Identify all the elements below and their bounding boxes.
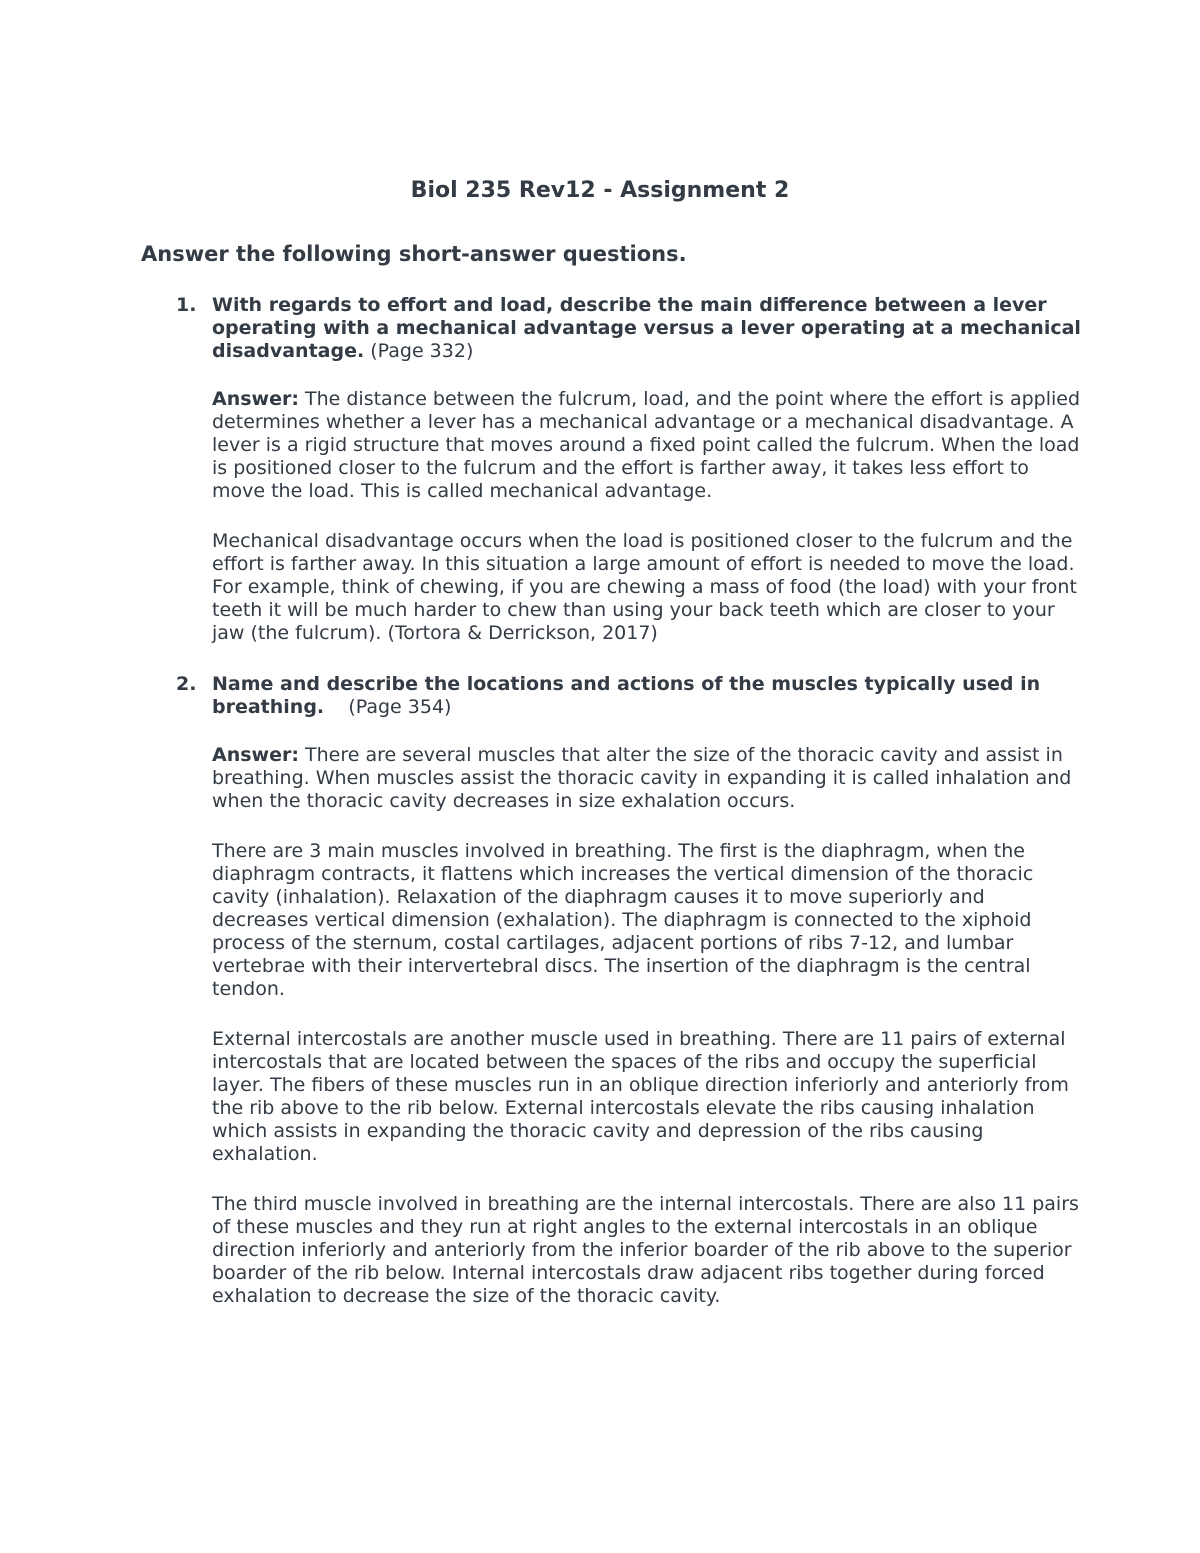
question-number: 1. (176, 294, 197, 316)
instructions-heading: Answer the following short-answer questions. (141, 242, 687, 266)
answer-label: Answer: (212, 744, 299, 766)
answer-paragraph: External intercostals are another muscle used in breathing. There are 11 pairs of external intercostals that are located between the spaces of the ribs and occupy the superficial layer. The fibers of these muscles run in an oblique direction inferiorly and anteriorly from the rib above to the rib below. External intercostals elevate the ribs causing inhalation which assists in expanding the thoracic cavity and depression of the ribs causing exhalation. (212, 1028, 1069, 1165)
question-number: 2. (176, 673, 197, 695)
answer-text: There are several muscles that alter the size of the thoracic cavity and assist in breathing. When muscles assist the thoracic cavity in expanding it is called inhalation and when the thoracic cavity decreases in size exhalation occurs. (212, 744, 1072, 812)
question-body (212, 673, 1082, 1308)
question-prompt (212, 294, 1082, 363)
answer-paragraph (212, 388, 1082, 503)
answer-paragraph: The third muscle involved in breathing are the internal intercostals. There are also 11 pairs of these muscles and they run at right angles to the external intercostals in an oblique direction inferiorly and anteriorly from the inferior boarder of the rib above to the superior boarder of the rib below. Internal intercostals draw adjacent ribs together during forced exhalation to decrease the size of the thoracic cavity. (212, 1193, 1079, 1307)
question-prompt-text: With regards to effort and load, describe the main difference between a lever operating with a mechanical advantage versus a lever operating at a mechanical disadvantage. (212, 294, 1081, 362)
question-prompt-text: Name and describe the locations and actions of the muscles typically used in breathing. (212, 673, 1047, 718)
page-reference: (Page 332) (364, 340, 474, 362)
answer-label: Answer: (212, 388, 299, 410)
question-prompt (212, 673, 1082, 719)
document-title: Biol 235 Rev12 - Assignment 2 (410, 178, 790, 203)
answer-text: The distance between the fulcrum, load, and the point where the effort is applied determines whether a lever has a mechanical advantage or a mechanical disadvantage. A lever is a rigid structure that moves around a fixed point called the fulcrum. When the load is positioned closer to the fulcrum and the effort is farther away, it takes less effort to move the load. This is called mechanical advantage. (212, 388, 1081, 502)
question-body (212, 294, 1082, 645)
page-reference: (Page 354) (324, 696, 452, 718)
answer-paragraph (212, 744, 1082, 813)
answer-paragraph: Mechanical disadvantage occurs when the load is positioned closer to the fulcrum and the effort is farther away. In this situation a large amount of effort is needed to move the load. For example, think of chewing, if you are chewing a mass of food (the load) with your front teeth it will be much harder to chew than using your back teeth which are closer to your jaw (the fulcrum). (Tortora & Derrickson, 2017) (212, 530, 1077, 644)
answer-paragraph: There are 3 main muscles involved in breathing. The first is the diaphragm, when the diaphragm contracts, it flattens which increases the vertical dimension of the thoracic cavity (inhalation). Relaxation of the diaphragm causes it to move superiorly and decreases vertical dimension (exhalation). The diaphragm is connected to the xiphoid process of the sternum, costal cartilages, adjacent portions of ribs 7-12, and lumbar vertebrae with their intervertebral discs. The insertion of the diaphragm is the central tendon. (212, 840, 1034, 1000)
